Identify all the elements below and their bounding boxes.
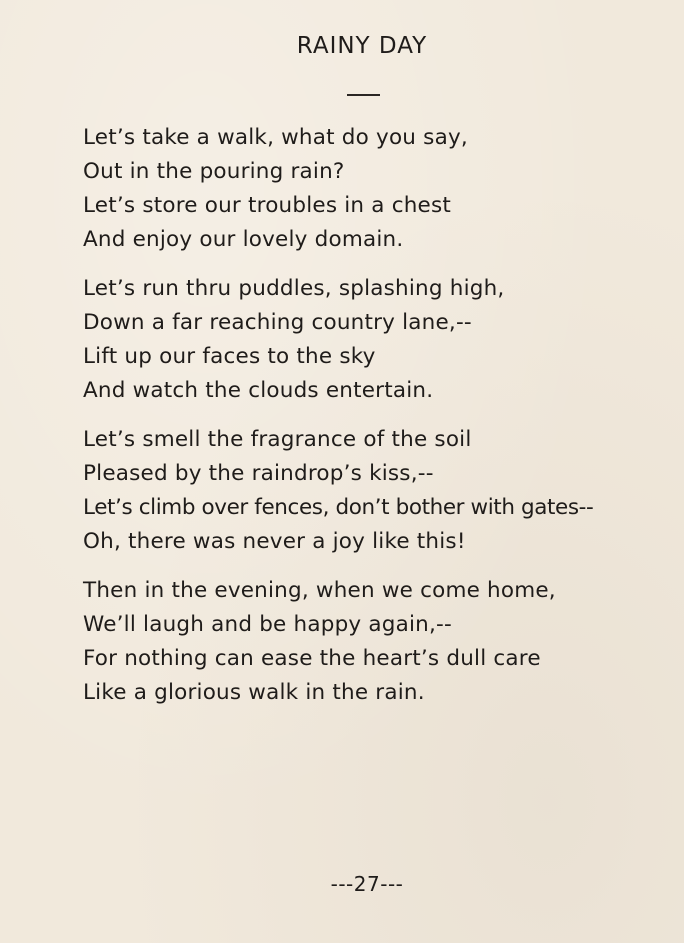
poem-line: Let’s take a walk, what do you say, <box>83 125 468 150</box>
stanza-1 <box>83 121 683 257</box>
title-divider <box>347 94 380 96</box>
poem-line: Pleased by the raindrop’s kiss,-- <box>83 461 434 486</box>
poem-line: Oh, there was never a joy like this! <box>83 529 466 554</box>
stanza-2 <box>83 272 683 408</box>
poem-line: Then in the evening, when we come home, <box>83 578 556 603</box>
poem-line: Let’s climb over fences, don’t bother with gates-- <box>83 495 594 520</box>
poem-line: Down a far reaching country lane,-- <box>83 310 472 335</box>
poem-line: Lift up our faces to the sky <box>83 344 376 369</box>
poem-line: Let’s run thru puddles, splashing high, <box>83 276 505 301</box>
poem-line: Like a glorious walk in the rain. <box>83 680 425 705</box>
poem-line: We’ll laugh and be happy again,-- <box>83 612 452 637</box>
page-number: ---27--- <box>330 872 404 896</box>
stanza-3 <box>83 423 683 559</box>
poem-line: And enjoy our lovely domain. <box>83 227 404 252</box>
stanza-4 <box>83 574 683 710</box>
poem-line: Let’s smell the fragrance of the soil <box>83 427 472 452</box>
poem-line: Let’s store our troubles in a chest <box>83 193 452 218</box>
poem-body <box>83 121 683 725</box>
poem-title: RAINY DAY <box>296 33 428 59</box>
poem-line: Out in the pouring rain? <box>83 159 345 184</box>
poem-line: For nothing can ease the heart’s dull care <box>83 646 541 671</box>
poem-line: And watch the clouds entertain. <box>83 378 434 403</box>
